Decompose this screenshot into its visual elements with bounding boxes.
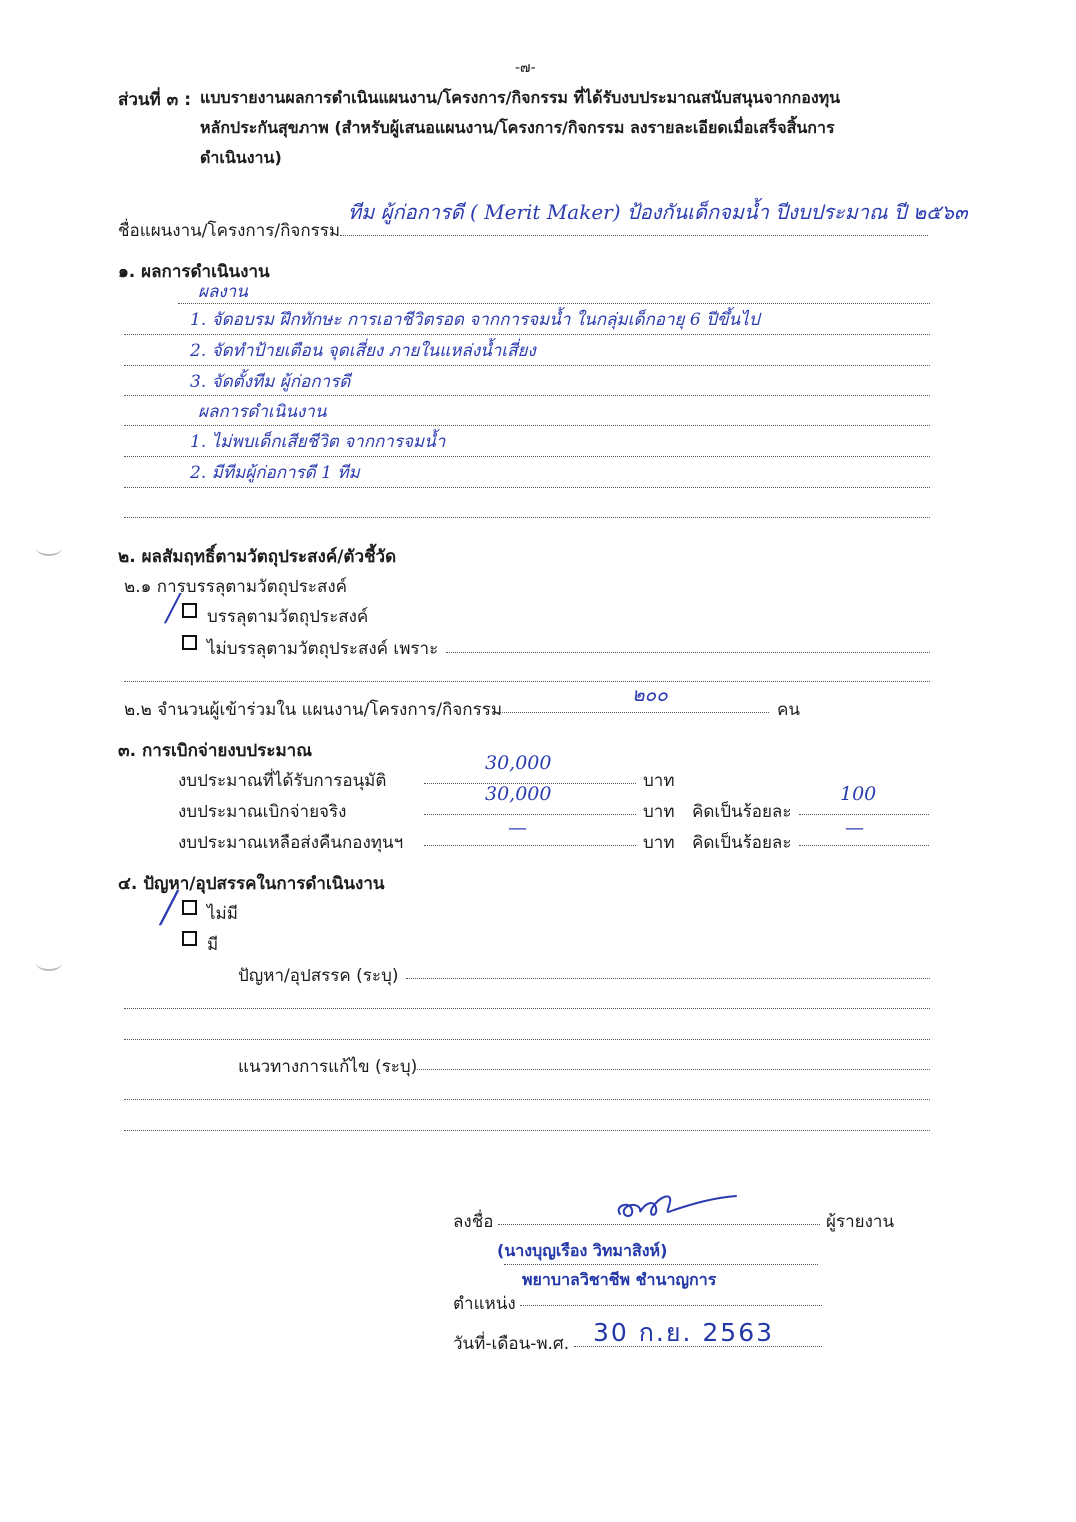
report-date: 30 ก.ย. 2563	[593, 1318, 775, 1347]
project-label: ชื่อแผนงาน/โครงการ/กิจกรรม	[118, 221, 341, 241]
result-line	[124, 487, 930, 488]
result-line	[178, 303, 930, 304]
participants-value: ๒๐๐	[632, 684, 668, 706]
result-heading: ๑. ผลการดำเนินงาน	[118, 262, 270, 282]
option-have-label: มี	[207, 935, 219, 955]
not-met-reason-line	[124, 681, 930, 682]
currency: บาท	[643, 833, 675, 853]
position-line	[520, 1305, 822, 1306]
option-none-label: ไม่มี	[207, 904, 238, 924]
position-label: ตำแหน่ง	[453, 1294, 516, 1314]
scan-smudge	[36, 540, 62, 556]
result-line-text: ผลงาน	[198, 282, 248, 302]
approved-value: 30,000	[485, 752, 552, 774]
handwritten-signature	[612, 1188, 742, 1228]
page-number: -๗-	[515, 60, 536, 76]
returned-value: —	[508, 817, 527, 839]
spent-line	[424, 814, 636, 815]
result-line	[124, 425, 930, 426]
result-line-text: 2. จัดทำป้ายเตือน จุดเสี่ยง ภายในแหล่งน้ำเสี่ยง	[190, 341, 536, 361]
objectives-sub1: ๒.๑ การบรรลุตามวัตถุประสงค์	[124, 577, 348, 597]
scan-smudge	[36, 955, 62, 971]
project-value: ทีม ผู้ก่อการดี ( Merit Maker) ป้องกันเด็กจมน้ำ ปีงบประมาณ ปี ๒๕๖๓	[348, 200, 968, 224]
reporter-role: ผู้รายงาน	[826, 1212, 895, 1232]
problem-label: ปัญหา/อุปสรรค (ระบุ)	[238, 966, 399, 986]
percent-label: คิดเป็นร้อยละ	[692, 833, 792, 853]
result-line	[124, 456, 930, 457]
option-met-label: บรรลุตามวัตถุประสงค์	[207, 607, 369, 627]
spent-percent-line	[799, 814, 929, 815]
problem-line	[124, 1039, 930, 1040]
problem-line	[406, 978, 930, 979]
participants-line	[497, 712, 769, 713]
have-checkbox[interactable]	[182, 931, 197, 946]
problem-line	[124, 1008, 930, 1009]
currency: บาท	[643, 771, 675, 791]
percent-label: คิดเป็นร้อยละ	[692, 802, 792, 822]
section-title-line3: ดำเนินงาน)	[200, 148, 282, 167]
met-checkbox[interactable]	[182, 603, 197, 618]
result-line-text: 2. มีทีมผู้ก่อการดี 1 ทีม	[190, 463, 360, 483]
not-met-checkbox[interactable]	[182, 635, 197, 650]
solution-line	[414, 1069, 930, 1070]
option-not-met-label: ไม่บรรลุตามวัตถุประสงค์ เพราะ	[207, 639, 439, 659]
approved-label: งบประมาณที่ได้รับการอนุมัติ	[178, 771, 387, 791]
returned-label: งบประมาณเหลือส่งคืนกองทุนฯ	[178, 833, 404, 853]
result-line	[124, 365, 930, 366]
spent-percent: 100	[840, 783, 877, 805]
section-title-line2: หลักประกันสุขภาพ (สำหรับผู้เสนอแผนงาน/โครงการ/กิจกรรม ลงรายละเอียดเมื่อเสร็จสิ้นการ	[200, 118, 835, 137]
reporter-name: (นางบุญเรือง วิทมาสิงห์)	[497, 1241, 668, 1260]
reporter-position: พยาบาลวิชาชีพ ชำนาญการ	[522, 1270, 717, 1289]
result-line-text: 1. จัดอบรม ฝึกทักษะ การเอาชีวิตรอด จากการจมน้ำ ในกลุ่มเด็กอายุ 6 ปีขึ้นไป	[190, 310, 760, 330]
none-checkbox[interactable]	[182, 900, 197, 915]
solution-line	[124, 1130, 930, 1131]
section-prefix: ส่วนที่ ๓ :	[118, 90, 192, 110]
spent-label: งบประมาณเบิกจ่ายจริง	[178, 802, 347, 822]
name-line	[504, 1264, 818, 1265]
met-check-mark: ╱	[165, 594, 181, 624]
returned-percent: —	[845, 817, 864, 839]
result-line-text: ผลการดำเนินงาน	[198, 402, 327, 422]
project-line	[340, 235, 928, 236]
spent-value: 30,000	[485, 783, 552, 805]
returned-line	[424, 845, 636, 846]
result-line	[124, 517, 930, 518]
returned-percent-line	[799, 845, 929, 846]
participants-unit: คน	[777, 700, 800, 720]
result-line-text: 3. จัดตั้งทีม ผู้ก่อการดี	[190, 372, 351, 392]
result-line-text: 1. ไม่พบเด็กเสียชีวิต จากการจมน้ำ	[190, 432, 446, 452]
currency: บาท	[643, 802, 675, 822]
solution-line	[124, 1099, 930, 1100]
not-met-reason-line	[446, 652, 930, 653]
result-line	[124, 334, 930, 335]
result-line	[124, 395, 930, 396]
none-check-mark: ╱	[160, 891, 179, 926]
problems-heading: ๔. ปัญหา/อุปสรรคในการดำเนินงาน	[118, 874, 385, 894]
sign-label: ลงชื่อ	[453, 1212, 494, 1232]
section-title-line1: แบบรายงานผลการดำเนินแผนงาน/โครงการ/กิจกรรม ที่ได้รับงบประมาณสนับสนุนจากกองทุน	[200, 88, 841, 107]
solution-label: แนวทางการแก้ไข (ระบุ)	[238, 1057, 418, 1077]
date-label: วันที่-เดือน-พ.ศ.	[453, 1334, 570, 1354]
participants-label: ๒.๒ จำนวนผู้เข้าร่วมใน แผนงาน/โครงการ/กิจกรรม	[124, 700, 503, 720]
objectives-heading: ๒. ผลสัมฤทธิ์ตามวัตถุประสงค์/ตัวชี้วัด	[118, 547, 397, 567]
budget-heading: ๓. การเบิกจ่ายงบประมาณ	[118, 741, 312, 761]
